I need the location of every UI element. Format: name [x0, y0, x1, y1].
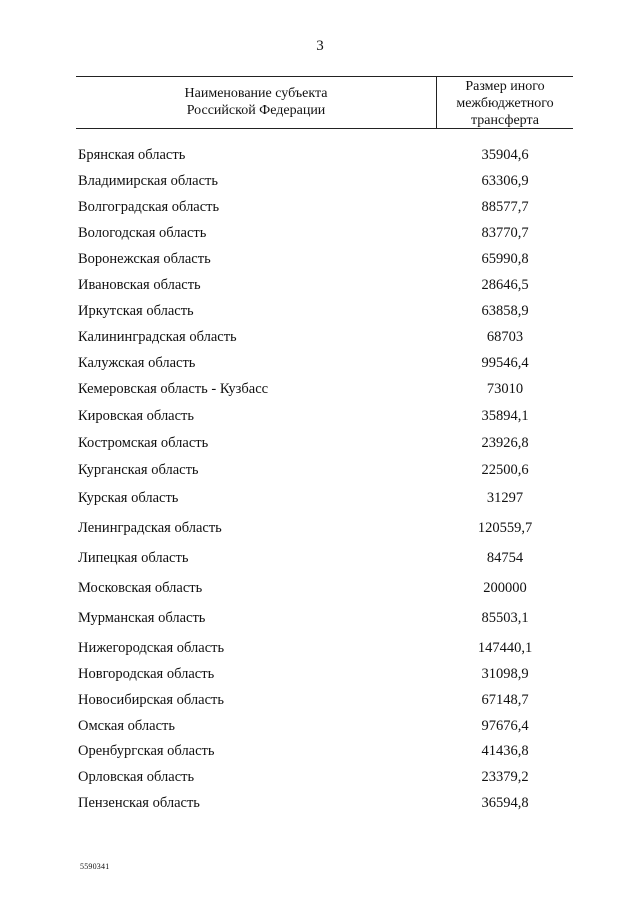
subject-name-cell: Оренбургская область [78, 743, 215, 759]
subject-name-cell: Нижегородская область [78, 640, 225, 656]
column-header-transfer-size-line: трансферта [471, 113, 539, 128]
transfer-value-cell: 41436,8 [481, 743, 529, 759]
subject-name-cell: Курская область [78, 490, 179, 506]
table-row [78, 743, 573, 763]
table-row [78, 462, 573, 482]
table-row [78, 173, 573, 193]
table-row [78, 355, 573, 375]
subject-name-cell: Новосибирская область [78, 692, 224, 708]
transfer-value-cell: 28646,5 [481, 277, 529, 293]
transfer-value-cell: 200000 [483, 580, 527, 596]
transfer-value-cell: 67148,7 [481, 692, 529, 708]
subject-name-cell: Волгоградская область [78, 199, 220, 215]
transfer-value-cell: 88577,7 [481, 199, 529, 215]
subject-name-cell: Вологодская область [78, 225, 207, 241]
transfer-value-cell: 73010 [486, 381, 524, 397]
transfer-value-cell: 36594,8 [481, 795, 529, 811]
table-row [78, 520, 573, 540]
subject-name-cell: Калужская область [78, 355, 196, 371]
subject-name-cell: Калининградская область [78, 329, 237, 345]
column-header-transfer-size-line: Размер иного [465, 79, 545, 94]
column-header-subject-name-line: Наименование субъекта [184, 86, 328, 101]
transfer-value-cell: 23926,8 [481, 435, 529, 451]
transfer-value-cell: 97676,4 [481, 718, 529, 734]
column-header-transfer-size [437, 78, 573, 129]
table-row [78, 666, 573, 686]
transfer-value-cell: 65990,8 [481, 251, 529, 267]
subject-name-cell: Мурманская область [78, 610, 206, 626]
table-row [78, 769, 573, 789]
table-row [78, 718, 573, 738]
table-row [78, 225, 573, 245]
subject-name-cell: Орловская область [78, 769, 195, 785]
transfer-value-cell: 85503,1 [481, 610, 529, 626]
subject-name-cell: Московская область [78, 580, 203, 596]
subject-name-cell: Курганская область [78, 462, 199, 478]
table-row [78, 692, 573, 712]
subject-name-cell: Пензенская область [78, 795, 200, 811]
transfer-value-cell: 63858,9 [481, 303, 529, 319]
transfer-value-cell: 35894,1 [481, 408, 529, 424]
transfer-value-cell: 23379,2 [481, 769, 529, 785]
table-row [78, 381, 573, 401]
table-row [78, 277, 573, 297]
table-row [78, 550, 573, 570]
transfer-value-cell: 31098,9 [481, 666, 529, 682]
table-row [78, 199, 573, 219]
subject-name-cell: Воронежская область [78, 251, 211, 267]
transfer-value-cell: 22500,6 [481, 462, 529, 478]
transfer-value-cell: 31297 [486, 490, 524, 506]
subject-name-cell: Кемеровская область - Кузбасс [78, 381, 269, 397]
subject-name-cell: Омская область [78, 718, 175, 734]
transfer-value-cell: 99546,4 [481, 355, 529, 371]
table-row [78, 640, 573, 660]
table-row [78, 408, 573, 428]
subject-name-cell: Ленинградская область [78, 520, 222, 536]
page-number: 3 [316, 38, 324, 54]
subject-name-cell: Ивановская область [78, 277, 201, 293]
subject-name-cell: Иркутская область [78, 303, 194, 319]
table-row [78, 795, 573, 815]
column-header-subject-name-line: Российской Федерации [186, 103, 326, 118]
table-row [78, 610, 573, 630]
transfer-value-cell: 83770,7 [481, 225, 529, 241]
transfer-value-cell: 35904,6 [481, 147, 529, 163]
table-row [78, 329, 573, 349]
transfer-value-cell: 63306,9 [481, 173, 529, 189]
table-row [78, 580, 573, 600]
column-header-subject-name [76, 85, 436, 119]
transfer-value-cell: 147440,1 [477, 640, 533, 656]
table-row [78, 435, 573, 455]
subject-name-cell: Новгородская область [78, 666, 215, 682]
table-row [78, 490, 573, 510]
subject-name-cell: Кировская область [78, 408, 195, 424]
column-header-transfer-size-line: межбюджетного [456, 96, 554, 111]
transfer-value-cell: 84754 [486, 550, 524, 566]
subject-name-cell: Липецкая область [78, 550, 189, 566]
subject-name-cell: Брянская область [78, 147, 186, 163]
table-row [78, 251, 573, 271]
transfer-value-cell: 120559,7 [477, 520, 533, 536]
table-row [78, 147, 573, 167]
table-header-top-rule [76, 76, 573, 77]
subject-name-cell: Костромская область [78, 435, 209, 451]
subject-name-cell: Владимирская область [78, 173, 218, 189]
document-code: 5590341 [80, 862, 110, 871]
transfer-value-cell: 68703 [486, 329, 524, 345]
table-row [78, 303, 573, 323]
